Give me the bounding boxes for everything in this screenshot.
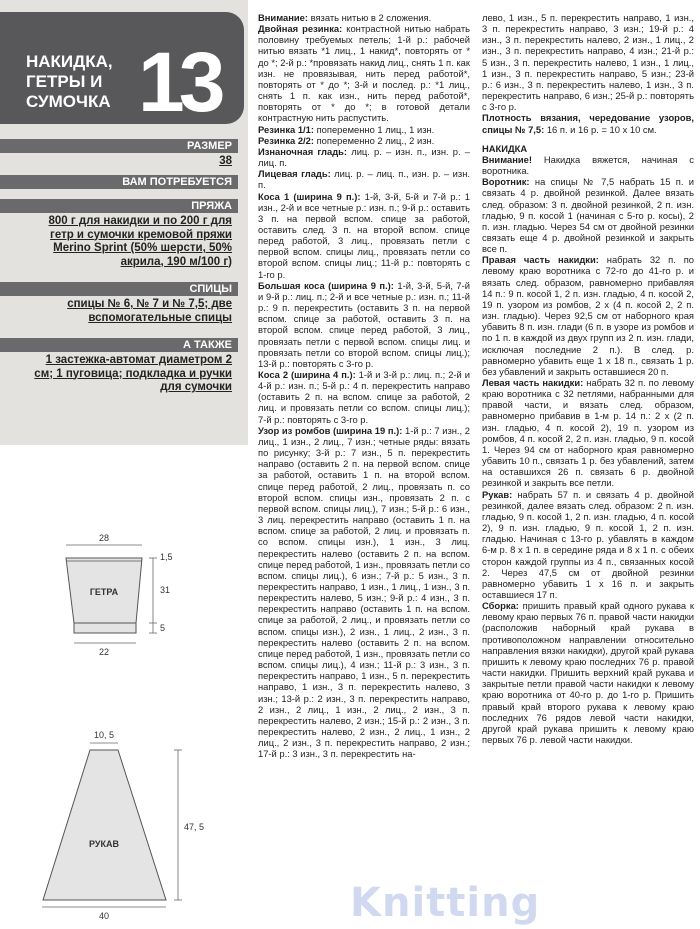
title-band xyxy=(0,12,244,129)
yarn-heading: ПРЯЖА xyxy=(0,199,238,213)
paragraph xyxy=(258,23,470,123)
needles-heading: СПИЦЫ xyxy=(0,282,238,296)
paragraph-text: контрастной нитью набрать половину требуемых петель; 1-й р.: рабочей нитью вязать *1 лиц., 1 накид*, повторять от * до *; 2-й р.: *провязать накид лиц., снять 1 п. как изн. не провязывая, нить перед работой*, повторять от * до *; 3-й и послед. р.: *1 лиц., снять 1 п. как изн., нить перед работой*, повторять от * до *; в готовой детали контрастную нить распустить. xyxy=(258,23,470,124)
paragraph xyxy=(258,124,470,135)
paragraph xyxy=(482,377,694,489)
paragraph xyxy=(482,12,694,112)
paragraph xyxy=(482,112,694,134)
also-heading: А ТАКЖЕ xyxy=(0,338,238,352)
paragraph-text: набрать 32 п. по левому краю воротника с 72-го до 41-го р. и вязать след. образом, равномерно прибавляя 14 п.: 9 п. косой 1, 2 п. изн. гладью, 4 п. косой 2, 19 п. узором из ромбов, 2 х (4 п. косой 2, 2 п. изн. гладью). Через 92,5 см от наборного края убавить 8 п. изн. глади (6 п. в узоре из ромбов и по 1 п. в каждой из двух групп из 2 п. изн. глади, исключая последние 2 п.). В след. р. равномерно убавить еще 1 х 18 п., связать 1 р. без убавлений и закрыть оставшиеся 20 п. xyxy=(482,254,694,377)
paragraph xyxy=(258,12,470,23)
scheme-rukav xyxy=(42,730,204,921)
needles-text: спицы № 6, № 7 и № 7,5; две вспомогательные спицы xyxy=(67,298,232,324)
paragraph-text: лиц. р. – изн. п., изн. р. – лиц. п. xyxy=(258,145,470,169)
paragraph xyxy=(482,176,694,254)
paragraph-text: набрать 57 п. и связать 4 р. двойной резинкой, далее вязать след. образом: 2 п. изн. гладью, 9 п. косой 1, 2 п. изн. гладью, 4 п. косой 2), 9 п. изн. гладью, 9 п. косой 1, 2 п. изн. гладью. Начиная с 13-го р. убавлять в каждом 6-м р. 8 х 1 п. в середине ряда и 8 х 1 п. с обеих сторон каждой группы из 4 п., связанных косой 2. Через 47,5 см от двойной резинки равномерно убавить 1 х 16 п. и закрыть оставшиеся 17 п. xyxy=(482,488,694,600)
paragraph xyxy=(258,191,470,280)
paragraph-heading: Левая часть накидки: xyxy=(482,377,584,388)
paragraph-heading: Узор из ромбов (ширина 19 п.): xyxy=(258,424,403,436)
paragraph-heading: Коса 1 (ширина 9 п.): xyxy=(258,190,361,202)
paragraph-heading: Резинка 1/1: xyxy=(258,123,314,135)
info-panel xyxy=(0,0,248,445)
paragraph-heading: Плотность вязания, чередование узоров, спицы № 7,5: xyxy=(482,112,694,135)
paragraph-text: на спицы № 7,5 набрать 15 п. и связать 4 р. двойной резинкой. Далее вязать след. образом: 3 п. двойной резинкой, 2 п. изн. гладью, 9 п. косой 1 (начиная с 5-го р. косы), 2 п. изн. гладью. Через 54 см от двойной резинки связать еще 4 р. двойной резинкой и закрыть все п. xyxy=(482,176,694,255)
paragraph-text: 1-й, 3-й, 5-й, 7-й и 9-й р.: лиц. п.; 2-й и все четные р.: изн. п.; 11-й р.: 9 п. перекрестить (оставить 3 п. на первой вспом. спице за работой, оставить 3 п. на второй вспом. спице перед работой, 3 лиц., провязать петли с первой вспом. спицы лиц. и провязать петли со второй вспом. спицы лиц.); 13-й р.: повторять с 3-го р. xyxy=(258,279,470,369)
paragraph-text: пришить правый край одного рукава к левому краю первых 76 п. правой части накидки (расположив наборный край рукава в противоположном направлении относительно направления вязки накидки), другой край рукава пришить к левому краю последних 76 р. правой части накидки. Пришить верхний край рукава и закрытые петли правой части накидки к левому краю воротника от 40-го р. до 1-го р. Пришить правый край второго рукава к левому краю последних 76 рядов левой части накидки, другой край рукава пришить к левому краю первых 76 р. левой части накидки. xyxy=(482,600,694,745)
rukav-bottom: 40 xyxy=(98,911,110,921)
paragraph-text: лево, 1 изн., 5 п. перекрестить направо, 1 изн., 3 п. перекрестить направо, 3 изн.; 19-й р.: 4 изн., 3 п. перекрестить налево, 2 изн., 1 лиц., 2 изн., 3 п. перекрестить направо, 4 изн.; 21-й р.: 5 изн., 3 п. перекрестить налево, 1 изн., 1 лиц., 1 изн., 3 п. перекрестить направо, 5 изн.; 23-й р.: 6 изн., 3 п. перекрестить налево, 1 изн., 3 п. перекрестить направо, 6 изн.; 25-й р.: повторять с 3-го р. xyxy=(482,12,694,113)
paragraph-text: попеременно 2 лиц., 2 изн. xyxy=(313,134,435,146)
need-heading: ВАМ ПОТРЕБУЕТСЯ xyxy=(0,175,238,189)
paragraph-heading: Внимание: xyxy=(258,12,308,23)
paragraph-heading: Резинка 2/2: xyxy=(258,134,314,146)
paragraph xyxy=(482,489,694,601)
paragraph xyxy=(258,135,470,146)
paragraph-text: набрать 32 п. по левому краю воротника с 32 петлями, набранными для правой части, и вязать след. образом, равномерно прибавив в 1-м р. 14 п.: 2 х (2 п. изн. гладью, 4 п. косой 2), 19 п. узором из ромбов, 4 п. косой 2, 2 п. изн. гладью, 9 п. косой 1. Через 94 см от наборного края равномерно убавить 10 п., связать 1 р. без убавлений, затем на оставшихся 26 п. связать 6 р. двойной резинкой и закрыть все петли. xyxy=(482,377,694,489)
paragraph xyxy=(482,254,694,377)
paragraph-heading: Рукав: xyxy=(482,488,513,500)
watermark: Knitting xyxy=(350,880,541,926)
size-heading: РАЗМЕР xyxy=(0,139,238,153)
paragraph-text: 1-й, 3-й, 5-й и 7-й р.: 1 изн., 2-й и все четные р.: изн. п.; 9-й р.: оставить 3 п. на первой вспом. спице за работой, оставить след. 3 п. на второй вспом. спице перед работой, 3 лиц., провязать петли с первой вспом. спицы лиц., провязать петли со второй вспом. спицы лиц.; 11-й р.: повторять с 1-го р. xyxy=(258,190,471,280)
paragraph xyxy=(482,143,694,154)
paragraph-text: Накидка вяжется, начиная с воротника. xyxy=(482,153,694,177)
pattern-number: 13 xyxy=(138,35,220,129)
paragraph-text: 16 п. и 16 р. = 10 х 10 см. xyxy=(544,123,657,135)
getry-bottom: 22 xyxy=(98,647,110,657)
paragraph-text: лиц. р. – лиц. п., изн. р. – изн. п. xyxy=(258,168,470,191)
paragraph-heading: Правая часть накидки: xyxy=(482,254,599,266)
paragraph xyxy=(258,168,470,190)
getry-right-bottom: 5 xyxy=(160,623,166,633)
rukav-label: РУКАВ xyxy=(89,839,119,849)
scheme-drawings xyxy=(0,445,248,929)
paragraph-text: вязать нитью в 2 сложения. xyxy=(307,12,432,23)
rukav-top: 10, 5 xyxy=(93,730,115,740)
instructions-column-2 xyxy=(482,12,694,745)
scheme-getry xyxy=(66,533,173,657)
paragraph-heading: Воротник: xyxy=(482,176,530,188)
rukav-right: 47, 5 xyxy=(184,822,205,832)
paragraph-heading: НАКИДКА xyxy=(482,142,528,154)
paragraph xyxy=(258,280,470,369)
paragraph xyxy=(258,146,470,168)
paragraph-heading: Изнаночная гладь: xyxy=(258,145,348,157)
paragraph-text: 1-й р.: 7 изн., 2 лиц., 1 изн., 2 лиц., 7 изн.; четные ряды: вязать по рисунку; 3-й р.: 7 изн., 5 п. перекрестить направо (оставить 2 п. на первой вспом. спице за работой, оставить 1 п. на второй вспом. спице перед работой, 2 лиц., провязать п. со второй вспом. спицы изн., провязать 2 п. с первой вспом. спицы лиц.), 7 изн.; 5-й р.: 6 изн., 3 лиц. перекрестить направо (оставить 1 п. на вспом. спице за работой, 2 лиц. и провязать п. со вспом. спицы изн.), 1 изн., 3 лиц. перекрестить налево (оставить 2 п. на вспом. спице перед работой, 1 изн., провязать петли со вспом. спицы лиц.), 6 изн.; 7-й р.: 5 изн., 3 п. перекрестить направо, 1 изн., 1 лиц., 1 изн., 3 п. перекрестить налево, 5 изн.; 9-й р.: 4 изн., 3 п. перекрестить направо (оставить 1 п. на вспом. спице за работой, 2 лиц., и провязать петли со вспом. спицы изн.), 2 изн., 1 лиц., 2 изн., 3 п. перекрестить налево (оставить 2 п. на вспом. спице перед работой, 1 изн., провязать петли со вспом. спицы лиц.), 4 изн.; 11-й р.: 3 изн., 3 п. перекрестить направо, 1 изн., 5 п. перекрестить направо, 1 изн., 3 п. перекрестить налево, 3 изн.; 13-й р.: 2 изн., 3 п. перекрестить направо, 2 изн., 2 лиц., 1 изн., 2 лиц., 2 изн., 3 п. перекрестить налево, 2 изн.; 15-й р.: 2 изн., 3 п. перекрестить налево, 2 изн., 2 лиц., 1 изн., 2 лиц., 2 изн., 3 п. перекрестить направо, 2 изн.; 17-й р.: 3 изн., 3 п. перекрестить на- xyxy=(258,424,470,760)
yarn-text: 800 г для накидки и по 200 г для гетр и сумочки кремовой пряжи Merino Sprint (50% шерсти, 50% акрила, 190 м/100 г) xyxy=(48,215,232,268)
paragraph xyxy=(482,154,694,176)
getry-right-mid: 31 xyxy=(160,585,171,595)
paragraph-heading: Внимание! xyxy=(482,153,532,165)
schemes xyxy=(0,445,248,929)
paragraph-heading: Коса 2 (ширина 4 п.): xyxy=(258,369,356,380)
getry-label: ГЕТРА xyxy=(89,587,119,597)
getry-top: 28 xyxy=(98,533,110,543)
paragraph xyxy=(258,425,470,760)
instructions-column-1 xyxy=(258,12,470,759)
paragraph-heading: Сборка: xyxy=(482,600,519,612)
paragraph xyxy=(258,369,470,425)
paragraph-heading: Лицевая гладь: xyxy=(258,168,331,180)
page-title: НАКИДКА, ГЕТРЫ И СУМОЧКА xyxy=(26,52,113,111)
paragraph xyxy=(482,600,694,745)
paragraph-heading: Двойная резинка: xyxy=(258,23,343,35)
getry-right-top: 1,5 xyxy=(160,552,173,562)
size-value: 38 xyxy=(219,155,232,167)
paragraph-heading: Большая коса (ширина 9 п.): xyxy=(258,279,394,291)
paragraph-text: 1-й и 3-й р.: лиц. п.; 2-й и 4-й р.: изн. п.; 5-й р.: 4 п. перекрестить направо (оставить 2 п. на вспом. спице за работой, 2 лиц. и провязать петли со вспом. спицы лиц.); 7-й р.: повторять с 3-го р. xyxy=(258,369,470,425)
paragraph-text: попеременно 1 лиц., 1 изн. xyxy=(313,123,435,135)
also-text: 1 застежка-автомат диаметром 2 см; 1 пуговица; подкладка и ручки для сумочки xyxy=(34,354,232,393)
